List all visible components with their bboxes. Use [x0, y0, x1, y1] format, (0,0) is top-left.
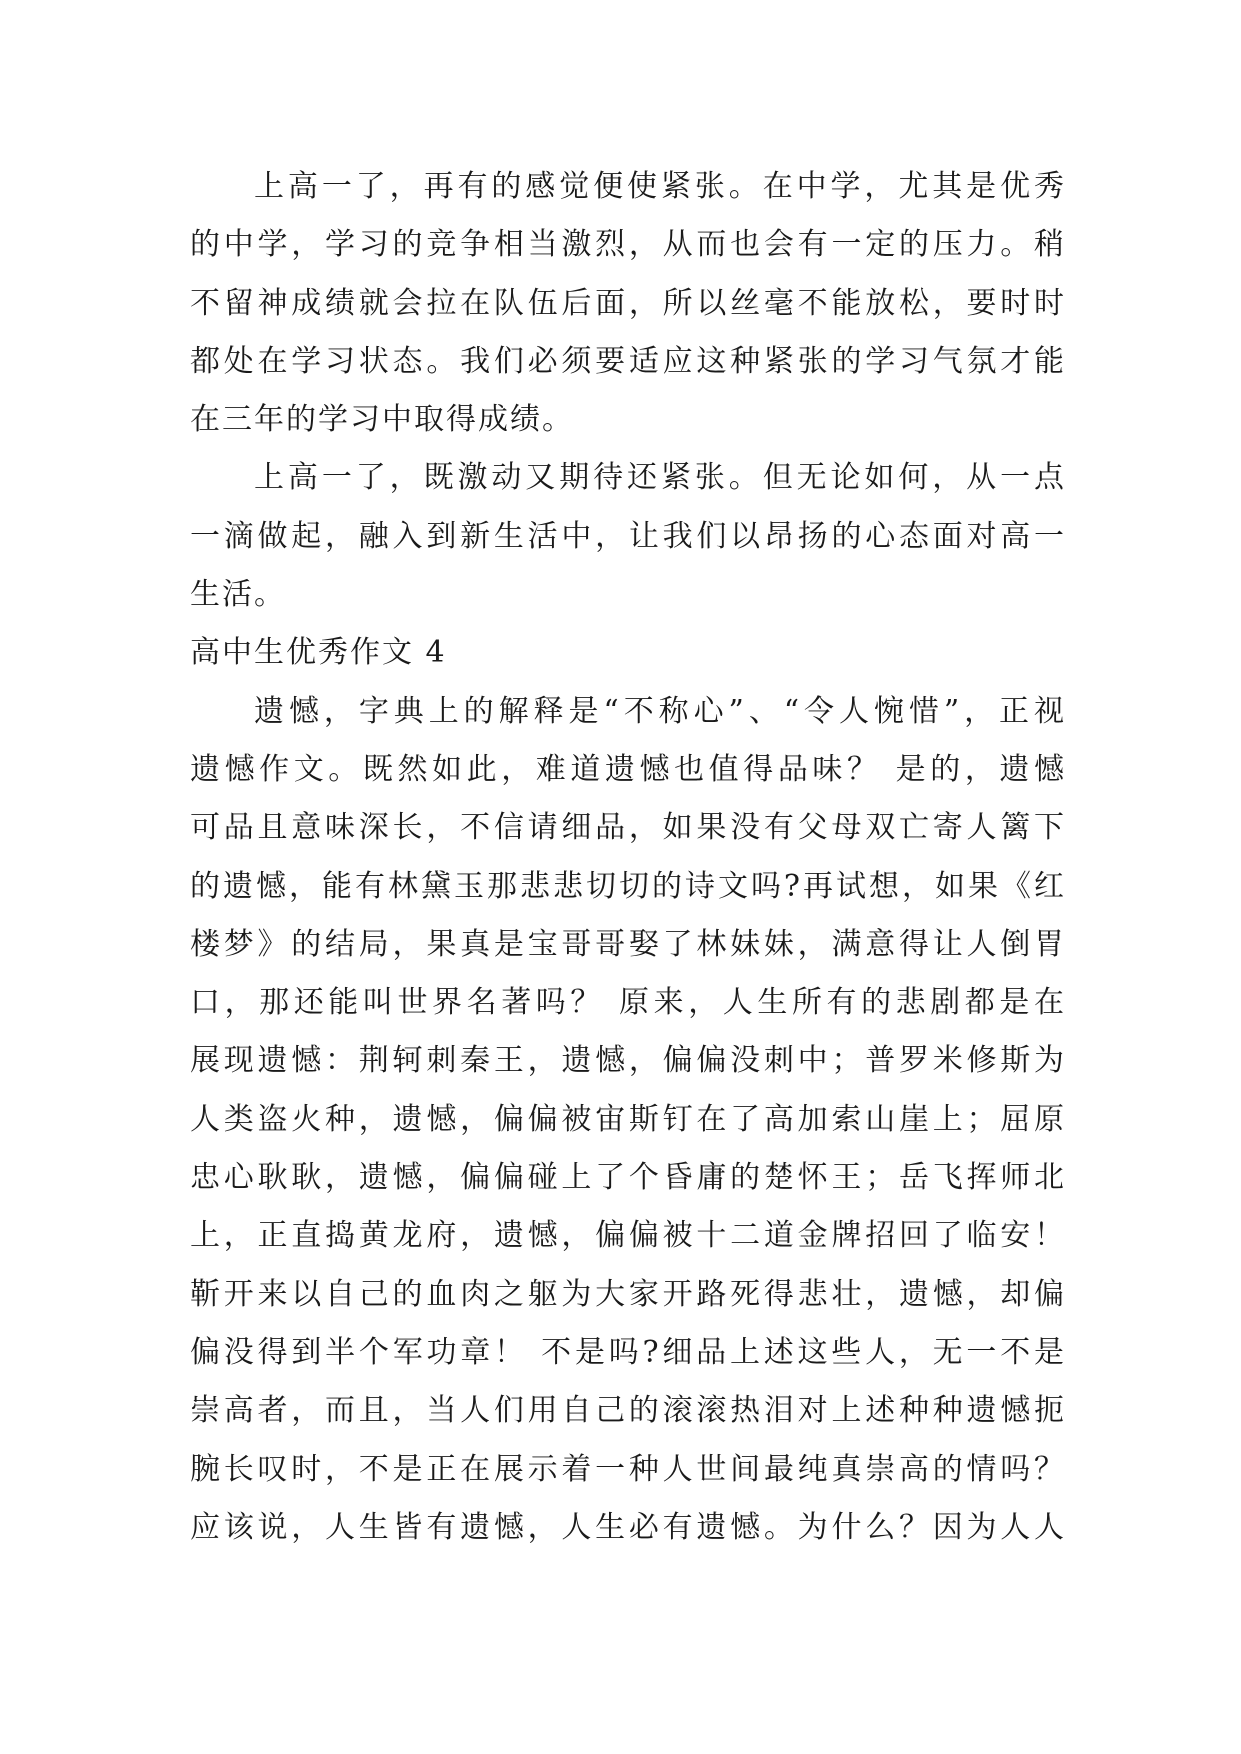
text-line: 上高一了，再有的感觉便使紧张。在中学，尤其是优秀: [254, 169, 1066, 204]
text-line: 生活。: [190, 577, 286, 613]
text-line: 楼梦》的结局，果真是宝哥哥娶了林妹妹，满意得让人倒胃: [190, 926, 1066, 962]
text-line: 人类盗火种，遗憾，偏偏被宙斯钉在了高加索山崖上；屈原: [190, 1101, 1066, 1137]
text-line: 崇高者，而且，当人们用自己的滚滚热泪对上述种种遗憾扼: [190, 1393, 1066, 1429]
document-body: [190, 158, 1066, 1557]
text-line: 都处在学习状态。我们必须要适应这种紧张的学习气氛才能: [190, 343, 1066, 379]
text-line: 的遗憾，能有林黛玉那悲悲切切的诗文吗?再试想，如果《红: [190, 868, 1066, 904]
text-line: 腕长叹时，不是正在展示着一种人世间最纯真崇高的情吗？: [190, 1451, 1066, 1487]
text-line: 展现遗憾：荆轲刺秦王，遗憾，偏偏没刺中；普罗米修斯为: [190, 1043, 1066, 1079]
text-line: 应该说，人生皆有遗憾，人生必有遗憾。为什么？因为人人: [190, 1509, 1066, 1545]
text-line: 可品且意味深长，不信请细品，如果没有父母双亡寄人篱下: [190, 810, 1066, 846]
text-line: 口，那还能叫世界名著吗？ 原来，人生所有的悲剧都是在: [190, 985, 1066, 1021]
text-line: 上，正直捣黄龙府，遗憾，偏偏被十二道金牌招回了临安！: [190, 1218, 1066, 1254]
section-heading: 高中生优秀作文 4: [190, 635, 447, 671]
text-line: 在三年的学习中取得成绩。: [190, 402, 574, 438]
text-line: 遗憾，字典上的解释是“不称心”、“令人惋惜”，正视: [254, 693, 1066, 729]
text-line: 偏没得到半个军功章！ 不是吗?细品上述这些人，无一不是: [190, 1334, 1066, 1370]
text-line: 上高一了，既激动又期待还紧张。但无论如何，从一点: [254, 460, 1066, 496]
text-line: 遗憾作文。既然如此，难道遗憾也值得品味？ 是的，遗憾: [190, 751, 1066, 787]
text-line: 忠心耿耿，遗憾，偏偏碰上了个昏庸的楚怀王；岳飞挥师北: [190, 1160, 1066, 1196]
text-line: 不留神成绩就会拉在队伍后面，所以丝毫不能放松，要时时: [190, 285, 1066, 321]
text-line: 一滴做起，融入到新生活中，让我们以昂扬的心态面对高一: [190, 518, 1066, 554]
text-line: 的中学，学习的竞争相当激烈，从而也会有一定的压力。稍: [190, 227, 1066, 263]
text-line: 靳开来以自己的血肉之躯为大家开路死得悲壮，遗憾，却偏: [190, 1276, 1066, 1312]
